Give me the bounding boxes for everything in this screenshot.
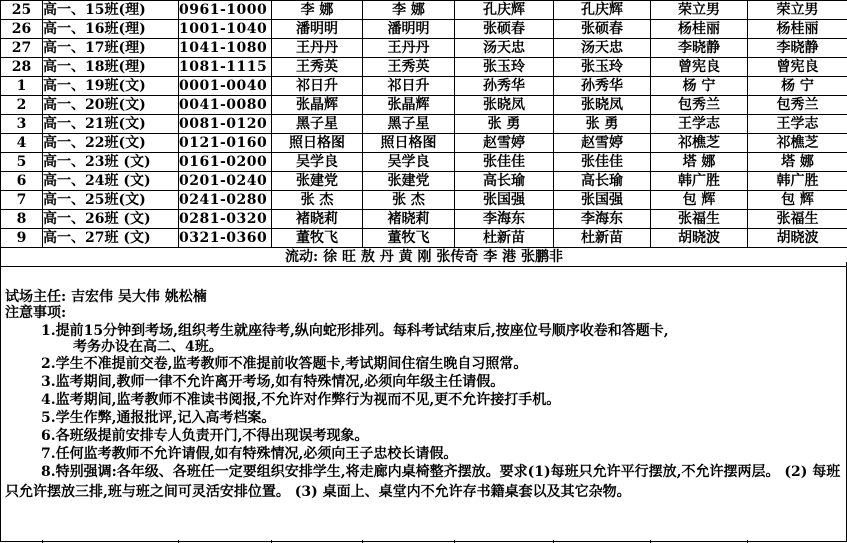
proctor-1a: 祁日升 [272,77,363,96]
proctor-1a: 褚晓莉 [272,210,363,229]
proctor-3b: 祁樵芝 [748,134,847,153]
proctor-3a: 包秀兰 [651,96,748,115]
proctor-2a: 杜新苗 [455,229,554,248]
proctor-1a: 张晶辉 [272,96,363,115]
proctor-1b: 张晶辉 [363,96,455,115]
proctor-3b: 王学志 [748,115,847,134]
proctor-1a: 照日格图 [272,134,363,153]
row-index: 4 [1,134,43,153]
proctor-3b: 塔 娜 [748,153,847,172]
table-row [1,77,847,96]
proctor-3a: 荣立男 [651,1,748,20]
table-row [1,191,847,210]
class-name: 高一、23班 (文) [43,153,179,172]
proctor-2b: 张硕春 [554,20,651,39]
proctor-1b: 董牧飞 [363,229,455,248]
proctor-2a: 李海东 [455,210,554,229]
proctor-2a: 孙秀华 [455,77,554,96]
proctor-1b: 黑子星 [363,115,455,134]
seat-range: 0121-0160 [179,134,272,153]
seat-range: 0161-0200 [179,153,272,172]
class-name: 高一、27班 (文) [43,229,179,248]
table-row [1,20,847,39]
table-row [1,115,847,134]
proctor-2a: 张国强 [455,191,554,210]
proctor-3b: 包 辉 [748,191,847,210]
proctor-2b: 孔庆辉 [554,1,651,20]
class-name: 高一、18班(理) [43,58,179,77]
class-name: 高一、16班(理) [43,20,179,39]
class-name: 高一、20班(文) [43,96,179,115]
table-row [1,96,847,115]
proctor-3b: 荣立男 [748,1,847,20]
proctor-2b: 张玉玲 [554,58,651,77]
seat-range: 0281-0320 [179,210,272,229]
class-name: 高一、15班(理) [43,1,179,20]
proctor-3a: 杨 宁 [651,77,748,96]
seat-range: 0081-0120 [179,115,272,134]
proctor-2b: 张晓凤 [554,96,651,115]
class-name: 高一、21班(文) [43,115,179,134]
exam-room-table [0,0,847,267]
exam-directors: 试场主任: 吉宏伟 吴大伟 姚松楠 [5,289,207,305]
proctor-1b: 褚晓莉 [363,210,455,229]
seat-range: 0201-0240 [179,172,272,191]
proctor-2b: 张佳佳 [554,153,651,172]
note-3: 3.监考期间,教师一律不允许离开考场,如有特殊情况,必须向年级主任请假。 [41,374,505,390]
proctor-2b: 李海东 [554,210,651,229]
proctor-3a: 祁樵芝 [651,134,748,153]
proctor-1a: 王秀英 [272,58,363,77]
proctor-2a: 张晓凤 [455,96,554,115]
proctor-3b: 韩广胜 [748,172,847,191]
proctor-3a: 包 辉 [651,191,748,210]
note-5: 5.学生作弊,通报批评,记入高考档案。 [41,410,276,426]
note-4: 4.监考期间,监考教师不准读书阅报,不允许对作弊行为视而不见,更不允许接打手机。 [41,392,561,408]
proctor-1b: 吴学良 [363,153,455,172]
proctor-2b: 汤天忠 [554,39,651,58]
proctor-3b: 张福生 [748,210,847,229]
proctor-1a: 黑子星 [272,115,363,134]
proctor-3b: 杨 宁 [748,77,847,96]
proctor-1a: 张建党 [272,172,363,191]
seat-range: 1041-1080 [179,39,272,58]
proctor-2a: 张 勇 [455,115,554,134]
proctor-3a: 胡晓波 [651,229,748,248]
seat-range: 0321-0360 [179,229,272,248]
row-index: 3 [1,115,43,134]
notes-section [0,262,847,542]
row-index: 26 [1,20,43,39]
notes-title: 注意事项: [5,305,67,321]
note-6: 6.各班级提前安排专人负责开门,不得出现误考现象。 [41,428,369,444]
floating-proctors: 流动: 徐 旺 敖 丹 黄 刚 张传奇 李 港 张鹏非 [1,248,847,267]
seat-range: 0001-0040 [179,77,272,96]
proctor-2b: 高长瑜 [554,172,651,191]
proctor-1a: 董牧飞 [272,229,363,248]
proctor-2a: 赵雪婷 [455,134,554,153]
proctor-1b: 王秀英 [363,58,455,77]
proctor-3a: 杨桂丽 [651,20,748,39]
table-row [1,134,847,153]
table-row [1,153,847,172]
seat-range: 1001-1040 [179,20,272,39]
row-index: 28 [1,58,43,77]
proctor-2a: 高长瑜 [455,172,554,191]
row-index: 7 [1,191,43,210]
class-name: 高一、22班(文) [43,134,179,153]
row-index: 2 [1,96,43,115]
table-row [1,1,847,20]
proctor-2b: 张 勇 [554,115,651,134]
class-name: 高一、26班 (文) [43,210,179,229]
proctor-2b: 赵雪婷 [554,134,651,153]
row-index: 9 [1,229,43,248]
table-row [1,229,847,248]
proctor-1b: 潘明明 [363,20,455,39]
note-2: 2.学生不准提前交卷,监考教师不准提前收答题卡,考试期间住宿生晚自习照常。 [41,356,528,372]
proctor-1b: 祁日升 [363,77,455,96]
proctor-2a: 张佳佳 [455,153,554,172]
proctor-3a: 李晓静 [651,39,748,58]
proctor-1b: 李 娜 [363,1,455,20]
row-index: 5 [1,153,43,172]
proctor-2b: 孙秀华 [554,77,651,96]
class-name: 高一、19班(文) [43,77,179,96]
row-index: 6 [1,172,43,191]
proctor-1a: 张 杰 [272,191,363,210]
proctor-1b: 张 杰 [363,191,455,210]
proctor-1b: 照日格图 [363,134,455,153]
note-8: 8.特别强调:各年级、各班任一定要组织安排学生,将走廊内桌椅整齐摆放。要求(1)每班只允许平行摆放,不允许摆两层。 (2) 每班只允许摆放三排,班与班之间可灵活安排位置。 (3) 桌面上、桌堂内不允许存书籍桌套以及其它杂物。 [5,464,841,500]
note-1: 1.提前15分钟到考场,组织考生就座待考,纵向蛇形排列。每科考试结束后,按座位号顺序收卷和答题卡, [41,323,669,339]
row-index: 27 [1,39,43,58]
table-row [1,39,847,58]
proctor-2a: 张硕春 [455,20,554,39]
note-7: 7.任何监考教师不允许请假,如有特殊情况,必须向王子忠校长请假。 [41,446,458,462]
proctor-2a: 汤天忠 [455,39,554,58]
proctor-1a: 吴学良 [272,153,363,172]
table-row [1,172,847,191]
proctor-2b: 杜新苗 [554,229,651,248]
class-name: 高一、17班(理) [43,39,179,58]
proctor-3a: 曾宪良 [651,58,748,77]
note-1-cont: 考务办设在高二、4班。 [73,339,223,355]
seat-range: 0241-0280 [179,191,272,210]
proctor-1a: 李 娜 [272,1,363,20]
class-name: 高一、25班(文) [43,191,179,210]
proctor-2b: 张国强 [554,191,651,210]
proctor-3b: 胡晓波 [748,229,847,248]
proctor-1a: 王丹丹 [272,39,363,58]
row-index: 25 [1,1,43,20]
table-row [1,58,847,77]
proctor-3a: 塔 娜 [651,153,748,172]
proctor-3b: 杨桂丽 [748,20,847,39]
row-index: 8 [1,210,43,229]
proctor-3a: 韩广胜 [651,172,748,191]
proctor-3b: 曾宪良 [748,58,847,77]
proctor-3a: 张福生 [651,210,748,229]
proctor-3a: 王学志 [651,115,748,134]
table-row [1,210,847,229]
proctor-1a: 潘明明 [272,20,363,39]
proctor-2a: 孔庆辉 [455,1,554,20]
seat-range: 1081-1115 [179,58,272,77]
proctor-3b: 李晓静 [748,39,847,58]
seat-range: 0041-0080 [179,96,272,115]
seat-range: 0961-1000 [179,1,272,20]
row-index: 1 [1,77,43,96]
proctor-3b: 包秀兰 [748,96,847,115]
proctor-1b: 王丹丹 [363,39,455,58]
proctor-2a: 张玉玲 [455,58,554,77]
class-name: 高一、24班 (文) [43,172,179,191]
proctor-1b: 张建党 [363,172,455,191]
